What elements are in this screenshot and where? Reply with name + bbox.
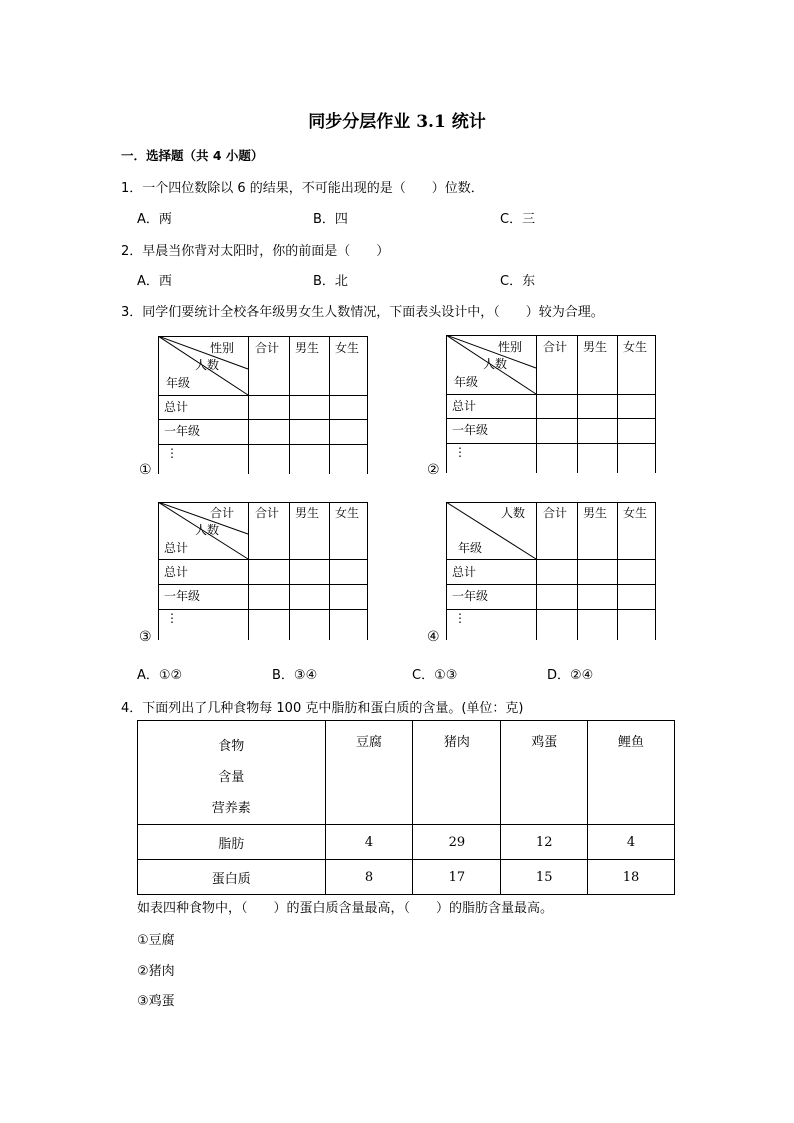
header-table-4 (446, 502, 656, 640)
col-header-boys: 男生 (295, 341, 320, 355)
marker-3: ③ (139, 629, 152, 645)
row-header-ellipsis: ⋮ (454, 611, 466, 625)
table-header-row (138, 721, 675, 825)
corner-label-middle: 人数 (483, 357, 508, 371)
q1-option-a[interactable]: A．两 (137, 212, 172, 227)
table-cell: 17 (413, 860, 501, 895)
table-cell: 8 (325, 860, 413, 895)
marker-1: ① (139, 462, 152, 478)
corner-label-middle: 人数 (195, 358, 220, 372)
header-table-2-lines (446, 335, 656, 473)
q4-choice-2[interactable]: ②猪肉 (137, 964, 175, 979)
marker-2: ② (427, 462, 440, 478)
row-header-total: 总计 (164, 400, 189, 414)
col-header-total: 合计 (255, 506, 280, 520)
row-label-fat: 脂肪 (138, 825, 326, 860)
page-title: 同步分层作业 3.1 统计 (308, 112, 486, 132)
header-table-1-lines (158, 336, 368, 474)
corner-label-middle: 人数 (195, 523, 220, 537)
col-header-tofu: 豆腐 (325, 721, 413, 825)
q1-option-b[interactable]: B．四 (313, 212, 348, 227)
row-header-grade1: 一年级 (164, 589, 201, 603)
row-header-grade1: 一年级 (164, 424, 201, 438)
corner-label-bottom: 年级 (458, 541, 483, 555)
corner-label-bottom: 年级 (166, 376, 191, 390)
corner-label-top: 人数 (501, 506, 526, 520)
corner-label-nutrient: 营养素 (211, 801, 251, 816)
table-cell: 12 (501, 825, 588, 860)
table-corner-cell (138, 721, 326, 825)
col-header-girls: 女生 (335, 341, 360, 355)
header-table-4-lines (446, 502, 656, 640)
question-4: 4．下面列出了几种食物每 100 克中脂肪和蛋白质的含量。(单位：克) (121, 701, 524, 716)
header-table-1 (158, 336, 368, 474)
marker-4: ④ (427, 629, 440, 645)
q3-option-d[interactable]: D．②④ (547, 668, 594, 683)
row-header-grade1: 一年级 (452, 423, 489, 437)
q4-choice-1[interactable]: ①豆腐 (137, 933, 175, 948)
corner-label-food: 食物 (218, 739, 245, 754)
col-header-girls: 女生 (623, 506, 648, 520)
q4-choice-3[interactable]: ③鸡蛋 (137, 994, 175, 1009)
corner-label-top: 合计 (210, 506, 235, 520)
row-header-total: 总计 (452, 565, 477, 579)
q2-option-a[interactable]: A．西 (137, 274, 172, 289)
q3-option-a[interactable]: A．①② (137, 668, 183, 683)
row-header-ellipsis: ⋮ (166, 611, 178, 625)
row-label-protein: 蛋白质 (138, 860, 326, 895)
col-header-total: 合计 (255, 341, 280, 355)
table-cell: 29 (413, 825, 501, 860)
row-header-ellipsis: ⋮ (166, 446, 178, 460)
q2-option-c[interactable]: C．东 (500, 274, 536, 289)
col-header-carp: 鲤鱼 (588, 721, 675, 825)
corner-label-top: 性别 (498, 340, 523, 354)
col-header-total: 合计 (543, 506, 568, 520)
row-header-grade1: 一年级 (452, 589, 489, 603)
question-2: 2．早晨当你背对太阳时，你的前面是（ ） (121, 244, 390, 259)
col-header-girls: 女生 (623, 340, 648, 354)
table-row (138, 825, 675, 860)
col-header-total: 合计 (543, 340, 568, 354)
table-row (138, 860, 675, 895)
corner-label-top: 性别 (210, 341, 235, 355)
corner-label-bottom: 总计 (164, 541, 189, 555)
q2-option-b[interactable]: B．北 (313, 274, 348, 289)
table-cell: 15 (501, 860, 588, 895)
header-table-3 (158, 502, 368, 640)
col-header-girls: 女生 (335, 506, 360, 520)
table-cell: 18 (588, 860, 675, 895)
table-cell: 4 (325, 825, 413, 860)
col-header-boys: 男生 (583, 506, 608, 520)
q3-option-c[interactable]: C．①③ (412, 668, 458, 683)
question-1: 1．一个四位数除以 6 的结果，不可能出现的是（ ）位数． (121, 181, 484, 196)
corner-label-amount: 含量 (218, 770, 245, 785)
question-4-followup: 如表四种食物中，（ ）的蛋白质含量最高，（ ）的脂肪含量最高。 (137, 901, 554, 916)
col-header-boys: 男生 (295, 506, 320, 520)
section-heading: 一．选择题（共 4 小题） (121, 148, 264, 163)
q1-option-c[interactable]: C．三 (500, 212, 536, 227)
header-table-3-lines (158, 502, 368, 640)
question-3: 3．同学们要统计全校各年级男女生人数情况，下面表头设计中，（ ）较为合理。 (121, 305, 604, 320)
header-table-2 (446, 335, 656, 473)
row-header-total: 总计 (164, 565, 189, 579)
corner-label-bottom: 年级 (454, 375, 479, 389)
table-cell: 4 (588, 825, 675, 860)
col-header-pork: 猪肉 (413, 721, 501, 825)
col-header-boys: 男生 (583, 340, 608, 354)
q3-option-b[interactable]: B．③④ (272, 668, 318, 683)
row-header-total: 总计 (452, 399, 477, 413)
col-header-egg: 鸡蛋 (501, 721, 588, 825)
row-header-ellipsis: ⋮ (454, 445, 466, 459)
nutrition-table (137, 720, 675, 895)
